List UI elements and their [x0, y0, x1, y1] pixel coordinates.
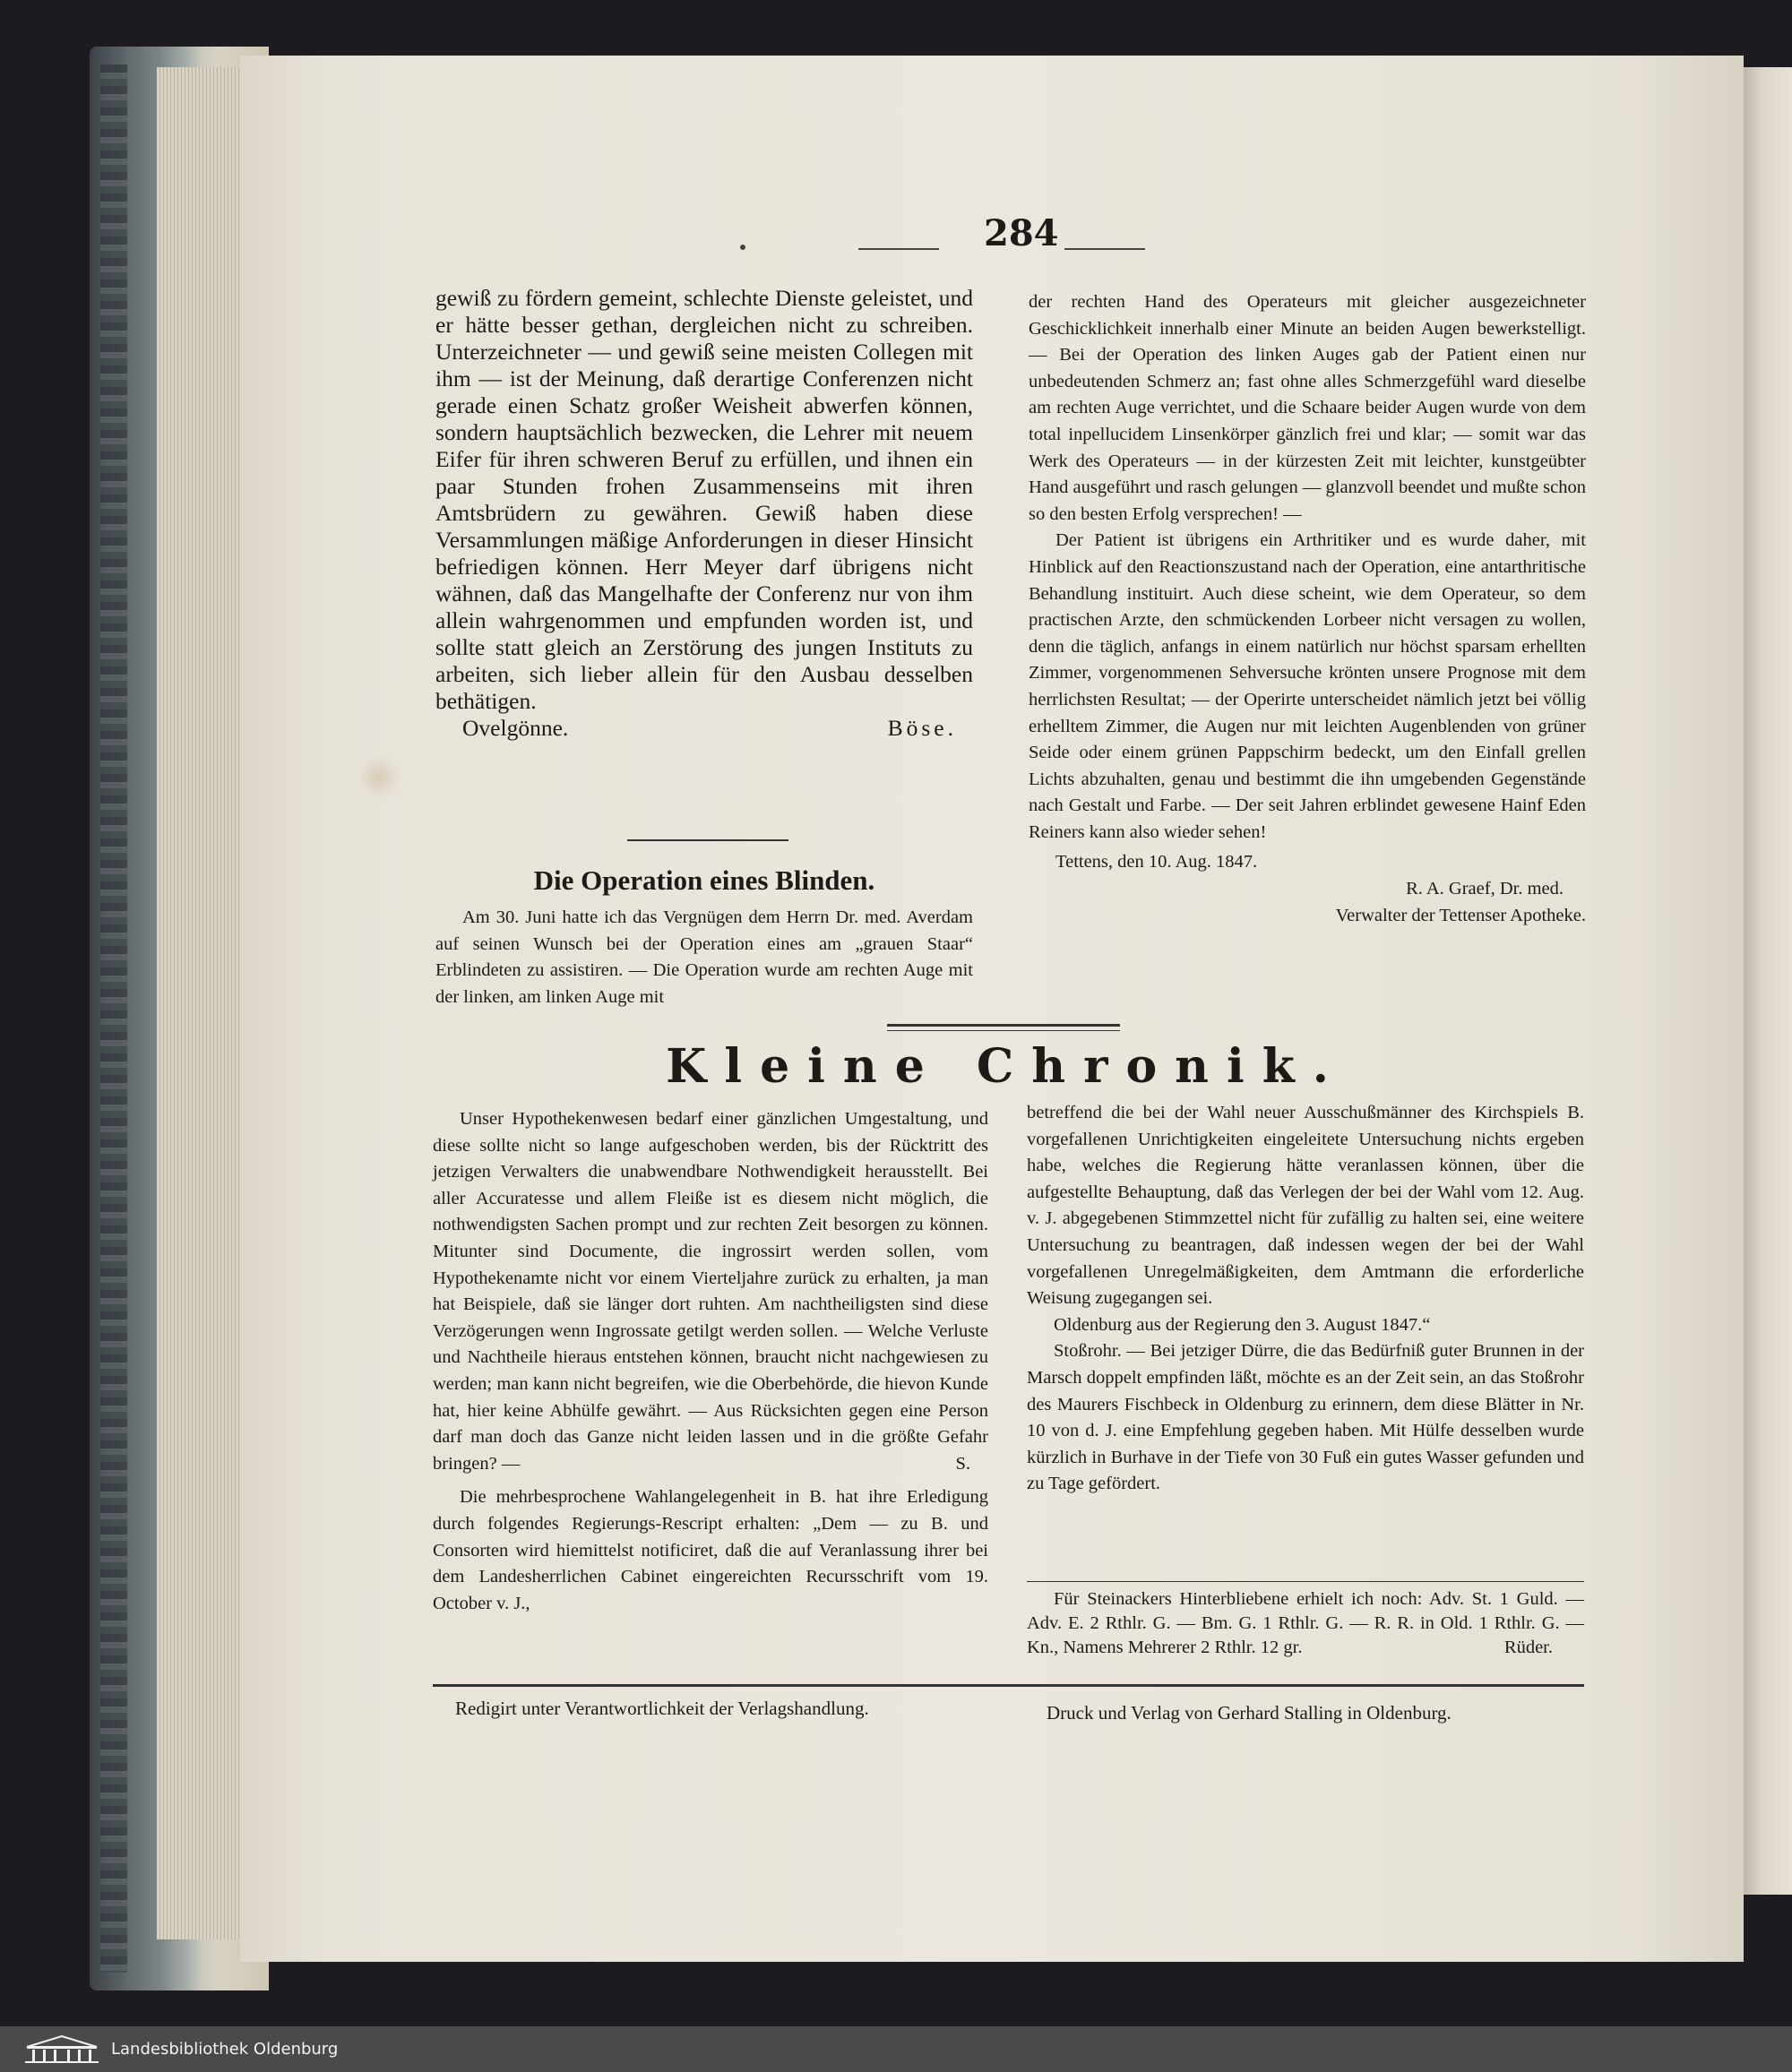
operation-article-heading: Die Operation eines Blinden.: [533, 864, 875, 896]
page-stack-edge: [157, 67, 242, 1939]
footer-publisher-note: Druck und Verlag von Gerhard Stalling in Oldenburg.: [1047, 1702, 1452, 1724]
operation-dateline: Tettens, den 10. Aug. 1847.: [1055, 852, 1258, 873]
chronik-hypotheken-paragraph: Unser Hypothekenwesen bedarf einer gänzlichen Umgestaltung, und diese sollte nicht so lange aufgeschoben werden, bis der Rücktritt des jetzigen Verwalters die unabwendbare Nothwendigkeit herausstellt. Bei aller Accuratesse und allem Fleiße ist es diesem nicht möglich, die nothwendigsten Sachen prompt und zur rechten Zeit besorgen zu können. Mitunter sind Documente, die ingrossirt werden sollen, vom Hypothekenamte nicht vor einem Vierteljahre zurück zu erhalten, ja man hat Beispiele, daß sie länger dort ruhten. Am nachtheiligsten sind diese Verzögerungen wenn Ingrossate getilgt werden sollen. — Welche Verluste und Nachtheile hieraus entstehen können, braucht nicht nachgewiesen zu werden; man kann nicht begreifen, wie die Oberbehörde, die hievon Kunde hat, hier keine Abhülfe gewährt. — Aus Rücksichten gegen eine Person darf man doch das Ganze nicht leiden lassen und in die größte Gefahr bringen? —: [433, 1109, 988, 1474]
operation-article-left-text: [435, 905, 973, 1010]
donation-rule: [1027, 1581, 1584, 1582]
letter-paragraph: gewiß zu fördern gemeint, schlechte Dienste geleistet, und er hätte besser gethan, dergleichen nicht zu schreiben. Unterzeichneter — und gewiß seine meisten Collegen mit ihm — ist der Meinung, daß derartige Conferenzen nicht gerade einen Schatz großer Weisheit abwerfen können, sondern hauptsächlich bezwecken, die Lehrer mit neuem Eifer für ihren schweren Beruf zu erfüllen, und ihnen ein paar Stunden frohen Zusammenseins mit ihren Amtsbrüdern zu gewähren. Gewiß haben diese Versammlungen mäßige Anforderungen in dieser Hinsicht befriedigen können. Herr Meyer darf übrigens nicht wähnen, daß das Mangelhafte der Conferenz nur von ihm allein wahrgenommen und empfunden worden ist, und sollte statt gleich an Zerstörung des jungen Instituts zu arbeiten, sich lieber allein für den Ausbau desselben bethätigen.: [435, 285, 973, 714]
facing-page-edge: [1744, 67, 1792, 1895]
library-name[interactable]: Landesbibliothek Oldenburg: [111, 2040, 339, 2059]
section-divider-short: [627, 839, 788, 841]
donation-text: Für Steinackers Hinterbliebene erhielt ich noch: Adv. St. 1 Guld. — Adv. E. 2 Rthlr. G. — Bm. G. 1 Rthlr. G. — R. R. in Old. 1 Rthlr. G. — Kn., Namens Mehrerer 2 Rthlr. 12 gr.: [1027, 1589, 1584, 1657]
operation-paragraph-continued: der rechten Hand des Operateurs mit gleicher ausgezeichneter Geschicklichkeit innerhalb einer Minute an beiden Augen bewerkstelligt. — Bei der Operation des linken Auges gab der Patient einen nur unbedeutenden Schmerz an; fast ohne alles Schmerzgefühl ward dieselbe am rechten Auge verrichtet, und die Schaare beider Augen wurde von dem total inpellucidem Linsenkörper gänzlich frei und klar; — somit war das Werk des Operateurs — in der kürzesten Zeit mit leichter, kunstgeübter Hand ausgeführt und rasch gelungen — glanzvoll beendet und mußte schon so den besten Erfolg versprechen! —: [1029, 292, 1586, 524]
page-number-dot: [740, 245, 745, 250]
operation-paragraph-patient: Der Patient ist übrigens ein Arthritiker und es wurde daher, mit Hinblick auf den Reactionszustand nach der Operation, eine antarthritische Behandlung instituirt. Auch diese scheint, wie dem Operateur, so dem practischen Arzte, den schmückenden Lorbeer nicht versagen zu wollen, denn die täglich, anfangs in einem natürlich nur höchst sparsam erhellten Zimmer, vorgenommenen Sehversuche krönten unsere Prognose mit dem herrlichsten Resultat; — der Operirte unterscheidet nämlich jetzt bei völlig erhelltem Zimmer, die Augen nur mit leichten Augenblenden von grüner Seide oder einem grünen Pappschirm bedeckt, um den Einfall grellen Lichts abzuhalten, genau und bestimmt die ihn umgebenden Gegenstände nach Gestalt und Farbe. — Der seit Jahren erblindet gewesene Hainf Eden Reiners kann also wieder sehen!: [1029, 530, 1586, 842]
left-column-letter: [435, 285, 973, 742]
footer-rule: [433, 1684, 1584, 1687]
chronik-wahl-paragraph-continued: betreffend die bei der Wahl neuer Ausschußmänner des Kirchspiels B. vorgefallenen Unrichtigkeiten eingeleitete Untersuchung nichts ergeben habe, welches die Regierung hätte veranlassen können, über die aufgestellte Behauptung, daß das Verlegen der bei der Wahl vom 12. Aug. v. J. abgegebenen Stimmzettel nicht für zufällig zu halten sei, eine weitere Untersuchung zu beantragen, daß indessen wegen der bei der Wahl vorgefallenen Unregelmäßigkeiten, dem Amtmann die erforderliche Weisung zugegangen sei.: [1027, 1103, 1584, 1309]
footer-editor-note: Redigirt unter Verantwortlichkeit der Verlagshandlung.: [455, 1698, 869, 1719]
operation-signature: R. A. Graef, Dr. med.: [1406, 879, 1564, 899]
chronik-wahl-dateline: Oldenburg aus der Regierung den 3. August 1847.“: [1054, 1314, 1431, 1335]
chronik-left-column: [433, 1106, 988, 1617]
letter-signature-place: Ovelgönne.: [462, 715, 569, 741]
chronik-heading: Kleine Chronik.: [666, 1039, 1347, 1094]
operation-signature-role: Verwalter der Tettenser Apotheke.: [1335, 905, 1586, 925]
operation-article-right-text: [1029, 289, 1586, 929]
page-number-rule-right: [1064, 248, 1145, 250]
page-number-rule-left: [858, 248, 939, 250]
donation-signature: Rüder.: [1503, 1638, 1553, 1657]
chronik-top-rule-thick: [887, 1024, 1120, 1027]
page-number: 284: [984, 212, 1059, 254]
chronik-stossrohr-paragraph: Stoßrohr. — Bei jetziger Dürre, die das Bedürfniß guter Brunnen in der Marsch doppelt empfinden läßt, möchte es an der Zeit sein, an das Stoßrohr des Maurers Fischbeck in Oldenburg zu erinnern, dem diese Blätter in Nr. 10 von d. J. eine Empfehlung gegeben haben. Mit Hülfe desselben wurde kürzlich in Burhave in der Tiefe von 30 Fuß ein gutes Wasser gefunden und zu Tage gefördert.: [1027, 1341, 1584, 1494]
chronik-left-signature: S.: [955, 1453, 970, 1474]
operation-paragraph: Am 30. Juni hatte ich das Vergnügen dem Herrn Dr. med. Averdam auf seinen Wunsch bei der Operation eines am „grauen Staar“ Erblindeten zu assistiren. — Die Operation wurde am rechten Auge mit der linken, am linken Auge mit: [435, 907, 973, 1007]
donation-notice: [1027, 1587, 1584, 1660]
letter-signature-row: [435, 715, 973, 742]
library-footer-bar: [0, 2026, 1792, 2072]
page-content: [428, 211, 1584, 1751]
chronik-top-rule-thin: [887, 1030, 1120, 1031]
chronik-wahl-paragraph: Die mehrbesprochene Wahlangelegenheit in B. hat ihre Erledigung durch folgendes Regierungs-Rescript erhalten: „Dem — zu B. und Consorten wird hiemittelst notificiret, daß die auf Veranlassung ihrer bei dem Landesherrlichen Cabinet eingereichten Recursschrift vom 19. October v. J.,: [433, 1487, 988, 1613]
letter-signature-name: Böse.: [887, 715, 957, 741]
paper-stain: [357, 754, 401, 799]
chronik-right-column: [1027, 1100, 1584, 1498]
library-building-icon: [23, 2034, 100, 2065]
